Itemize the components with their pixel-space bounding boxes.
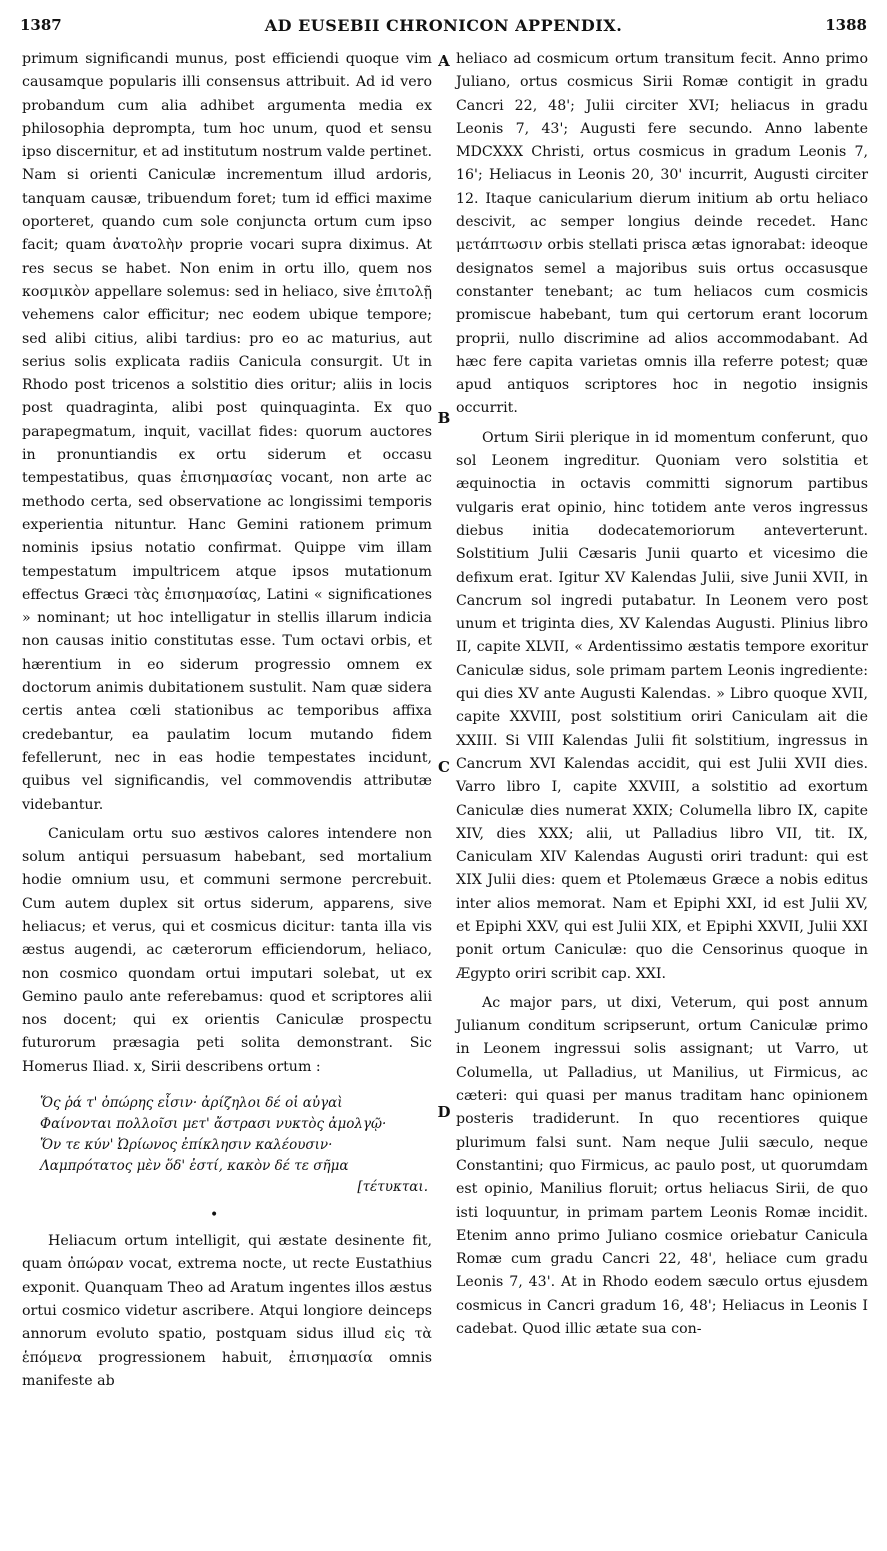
margin-marker-c: C [438,758,450,776]
running-header [0,8,887,38]
right-paragraph-3: Ac major pars, ut dixi, Veterum, qui post annum Julianum conditum scripserunt, ortum Caniculæ primo in Leonem ingressui solis assignant; ut Varro, ut Columella, ut Palladius, ut Manilius, ut Firmicus, ac cæteri: qui quasi per manus traditam hanc opinionem posteris tradiderunt. In quo recentiores quique plurimum falsi sunt. Nam neque Julii sæculo, neque Constantini; quo Firmicus, ac paulo post, ut quorumdam est opinio, Manilius floruit; ortus heliacus Sirii, de quo isti loquuntur, in primam partem Leonis Romæ incidit. Etenim anno primo Juliano cosmice oriebatur Canicula Romæ cum gradu Cancri 22, 48', heliace cum gradu Leonis 7, 43'. At in Rhodo eodem sæculo ortus ejusdem cosmicus in Cancri gradum 16, 48'; Heliacus in Leonis I cadebat. Quod illic ætate sua con- [456,994,868,1338]
verse-line-4: Λαμπρότατος μὲν ὅδ' ἐστί, κακὸν δέ τε σῆμα [40,1158,349,1175]
margin-marker-b: B [437,409,451,427]
verse-line-1: Ὅς ῥά τ' ὀπώρης εἶσιν· ἀρίζηλοι δέ οἱ αὐγαὶ [40,1095,343,1112]
left-page-number: 1387 [20,16,62,34]
left-paragraph-3: Heliacum ortum intelligit, qui æstate desinente fit, quam ὀπώραν vocat, extrema nocte, ut recte Eustathius exponit. Quanquam Theo ad Aratum ingentes illos æstus ortui cosmico videtur ascribere. Atqui longiore deinceps annorum evoluto spatio, postquam sidus illud εἰς τὰ ἑπόμενα progressionem habuit, ἐπισημασία omnis manifeste ab [22,1233,432,1389]
right-column [456,48,868,1341]
verse-line-2: Φαίνονται πολλοῖσι μετ' ἄστρασι νυκτὸς ἀμολγῷ· [40,1116,387,1133]
right-page-number: 1388 [825,16,867,34]
verse-line-5: [τέτυκται. [357,1179,428,1196]
left-column [22,48,432,1393]
right-paragraph-2: Ortum Sirii plerique in id momentum conferunt, quo sol Leonem ingreditur. Quoniam vero solstitia et æquinoctia in octavis committi signorum partibus vulgaris erat opinio, hinc totidem ante veros ingressus diebus initia dodecatemoriorum anteverterunt. Solstitium Julii Cæsaris Junii quarto et vicesimo die defixum erat. Igitur XV Kalendas Julii, sive Junii XVII, in Cancrum sol ingredi putabatur. In Leonem vero post unum et triginta dies, XV Kalendas Augusti. Plinius libro II, capite XLVII, « Ardentissimo æstatis tempore exoritur Caniculæ sidus, sole primam partem Leonis ingrediente: qui dies XV ante Augusti Kalendas. » Libro quoque XVII, capite XXVIII, post solstitium oriri Caniculam ait die XXIII. Si VIII Kalendas Julii fit solstitium, ingressus in Cancrum XVI Kalendas accidit, qui est Julii XVII dies. Varro libro I, capite XXVIII, a solstitio ad exortum Caniculæ dies numerat XXIX; Columella libro IX, capite XIV, dies XXX; alii, ut Palladius libro VII, tit. IX, Caniculam XIV Kalendas Augusti oriri tradunt: qui est XIX Julii dies: quem et Ptolemæus Græce a nobis editus inter alios memorat. Nam et Epiphi XXI, id est Julii XV, et Epiphi XXV, qui est Julii XIX, et Epiphi XXVII, Julii XXI ponit ortum Caniculæ: quo die Censorinus quoque in Ægypto oriri scribit cap. XXI. [456,429,868,982]
running-title: AD EUSEBII CHRONICON APPENDIX. [264,16,623,35]
margin-marker-a: A [438,52,450,70]
margin-marker-d: D [437,1103,451,1121]
homer-verse [40,1093,432,1198]
separator-dot: • [210,1207,219,1224]
left-paragraph-1: primum significandi munus, post efficiendi quoque vim causamque popularis illi consensus attribuit. Ad id vero probandum cum alia adhibet argumenta media ex philosophia deprompta, tum hoc unum, quod et sensu ipso discernitur, et ad institutum nostrum valde pertinet. Nam si orienti Caniculæ incrementum illud ardoris, tanquam causæ, tribuendum foret; tum id effici maxime oporteret, quando cum sole conjuncta ortum cum ipso facit; quam ἀνατολὴν proprie vocari supra diximus. At res secus se habet. Non enim in ortu illo, quem nos κοσμικὸν appellare solemus: sed in heliaco, sive ἐπιτολῇ vehemens calor efficitur; nec eodem ubique tempore; sed alibi citius, alibi tardius: pro eo ac maturius, aut serius solis explicata radiis Canicula consurgit. Ut in Rhodo post tricenos a solstitio dies oritur; aliis in locis post quadraginta, alibi post quinquaginta. Ex quo parapegmatum, inquit, vacillat fides: quorum auctores in pronuntiandis ex ortu siderum et occasu tempestatibus, quas ἐπισημασίας vocant, non arte ac methodo certa, sed observatione ac longissimi temporis experientia nituntur. Hanc Gemini rationem primum nominis ipsius notatio confirmat. Quippe vim illam tempestatum impultricem atque ipsos mutationum effectus Græci τὰς ἐπισημασίας, Latini « significationes » nominant; ut hoc intelligatur in stellis illarum indicia non causas initio constitutas esse. Tum octavi orbis, et hærentium in eo siderum progressio omnem ex doctorum animis dubitationem sustulit. Nam quæ sidera certis antea cœli stationibus ac temporibus affixa credebantur, ea paulatim locum mutando fidem fefellerunt, nec in eas hodie tempestates incidunt, quibus vel significandis, vel commovendis attributæ videbantur. [22,51,433,813]
verse-line-3: Ὅν τε κύν' Ὠρίωνος ἐπίκλησιν καλέουσιν· [40,1137,333,1154]
right-paragraph-1: heliaco ad cosmicum ortum transitum fecit. Anno primo Juliano, ortus cosmicus Sirii Romæ contigit in gradu Cancri 22, 48'; Julii circiter XVI; heliacus in gradu Leonis 7, 43'; Augusti fere secundo. Anno labente MDCXXX Christi, ortus cosmicus in gradum Leonis 7, 16'; Heliacus in Leonis 20, 30' incurrit, Augusti circiter 12. Itaque canicularium dierum initium ab ortu heliaco descivit, ac semper longius deinde recedet. Hanc μετάπτωσιν orbis stellati prisca ætas ignorabat: ideoque designatos semel a majoribus suis ortus occasusque constanter tenebant; ac tum heliacos cum cosmicis promiscue habebant, tum qui certorum erant locorum proprii, nullo discrimine ad alios accommodabant. Ad hæc fere capita varietas omnis illa referre potest; quæ apud antiquos scriptores hoc in negotio insignis occurrit. [456,51,868,417]
left-paragraph-2: Caniculam ortu suo æstivos calores intendere non solum antiqui persuasum habebant, sed mortalium hodie omnium usu, et communi sermone percrebuit. Cum autem duplex sit ortus siderum, apparens, sive heliacus; et verus, qui et cosmicus dicitur: tanta illa vis æstus augendi, ac cæterorum efficiendorum, heliaco, non cosmico quondam ortui imputari solebat, ut ex Gemino paulo ante referebamus: quod et scriptores alii nos docent; qui ex orientis Caniculæ prospectu futurorum præsagia peti solita demonstrant. Sic Homerus Iliad. x, Sirii describens ortum : [22,825,432,1075]
